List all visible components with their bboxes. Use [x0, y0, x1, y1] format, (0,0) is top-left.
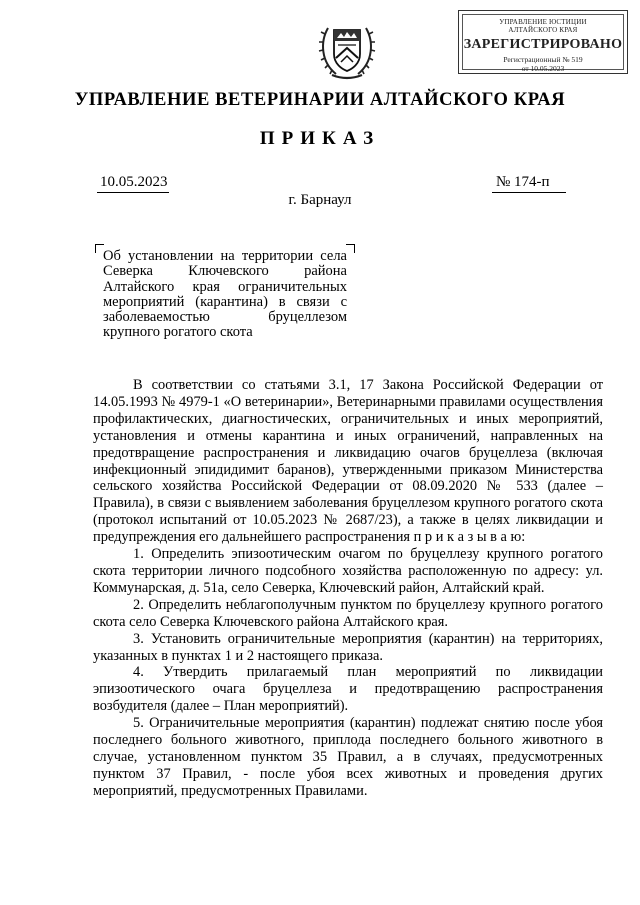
document-number: № 174-п — [496, 174, 550, 190]
document-subject: Об установлении на территории села Северка Ключевского района Алтайского края ограничительных мероприятий (карантина) в связи с заболеваемостью бруцеллезом крупного рогатого скота — [103, 248, 347, 341]
order-item-4: 4. Утвердить прилагаемый план мероприятий по ликвидации эпизоотического очага бруцеллеза и предотвращению распространения возбудителя (далее – План мероприятий). — [93, 664, 603, 715]
stamp-organization — [463, 18, 623, 34]
issuing-authority: УПРАВЛЕНИЕ ВЕТЕРИНАРИИ АЛТАЙСКОГО КРАЯ — [74, 90, 566, 110]
stamp-registration-number: Регистрационный № 519 — [503, 55, 583, 64]
registration-stamp — [458, 10, 628, 74]
order-item-5: 5. Ограничительные мероприятия (карантин) подлежат снятию после убоя последнего больного животного, приплода последнего больного животного в случае, установленном пунктом 35 Правил, а в случаях, предусмотренных пунктом 37 Правил, - после убоя всех животных и проведения других мероприятий, предусмотренных Правилами. — [93, 715, 603, 799]
stamp-frame — [462, 14, 624, 73]
order-item-3: 3. Установить ограничительные мероприятия (карантин) на территориях, указанных в пунктах 1 и 2 настоящего приказа. — [93, 630, 603, 664]
order-item-1: 1. Определить эпизоотическим очагом по бруцеллезу крупного рогатого скота территории личного подсобного хозяйства расположенную по адресу: ул. Коммунарская, д. 51а, село Северка, Ключевский район, Алтайский край. — [93, 546, 603, 596]
subject-corner-right — [346, 244, 355, 253]
preamble-paragraph: В соответствии со статьями 3.1, 17 Закона Российской Федерации от 14.05.1993 № 4979-1 «О ветеринарии», Ветеринарными правилами осуществления профилактических, диагностических, ограничительных и иных мероприятий, установления и отмены карантина и иных ограничений, направленных на предотвращение распространения и ликвидацию очагов бруцеллеза (включая инфекционный эпидидимит баранов), утвержденными приказом Министерства сельского хозяйства Российской Федерации от 08.09.2020 № 533 (далее – Правила), в связи с выявлением заболевания бруцеллезом крупного рогатого скота (протокол испытаний от 10.05.2023 № 2687/23), а также в целях ликвидации и предупреждения его дальнейшего распространения п р и к а з ы в а ю: — [93, 377, 603, 546]
document-body — [93, 377, 603, 800]
document-city: г. Барнаул — [288, 192, 352, 208]
document-date: 10.05.2023 — [100, 174, 168, 190]
document-type: ПРИКАЗ — [259, 128, 381, 149]
order-item-2: 2. Определить неблагополучным пунктом по бруцеллезу крупного рогатого скота село Северка Ключевского района Алтайского края. — [93, 596, 603, 630]
stamp-status: ЗАРЕГИСТРИРОВАНО — [463, 37, 623, 52]
coat-of-arms-emblem — [318, 18, 376, 82]
stamp-date: от 10.05.2023 — [521, 64, 565, 73]
stamp-organization-text: УПРАВЛЕНИЕ ЮСТИЦИИ АЛТАЙСКОГО КРАЯ — [499, 18, 587, 34]
